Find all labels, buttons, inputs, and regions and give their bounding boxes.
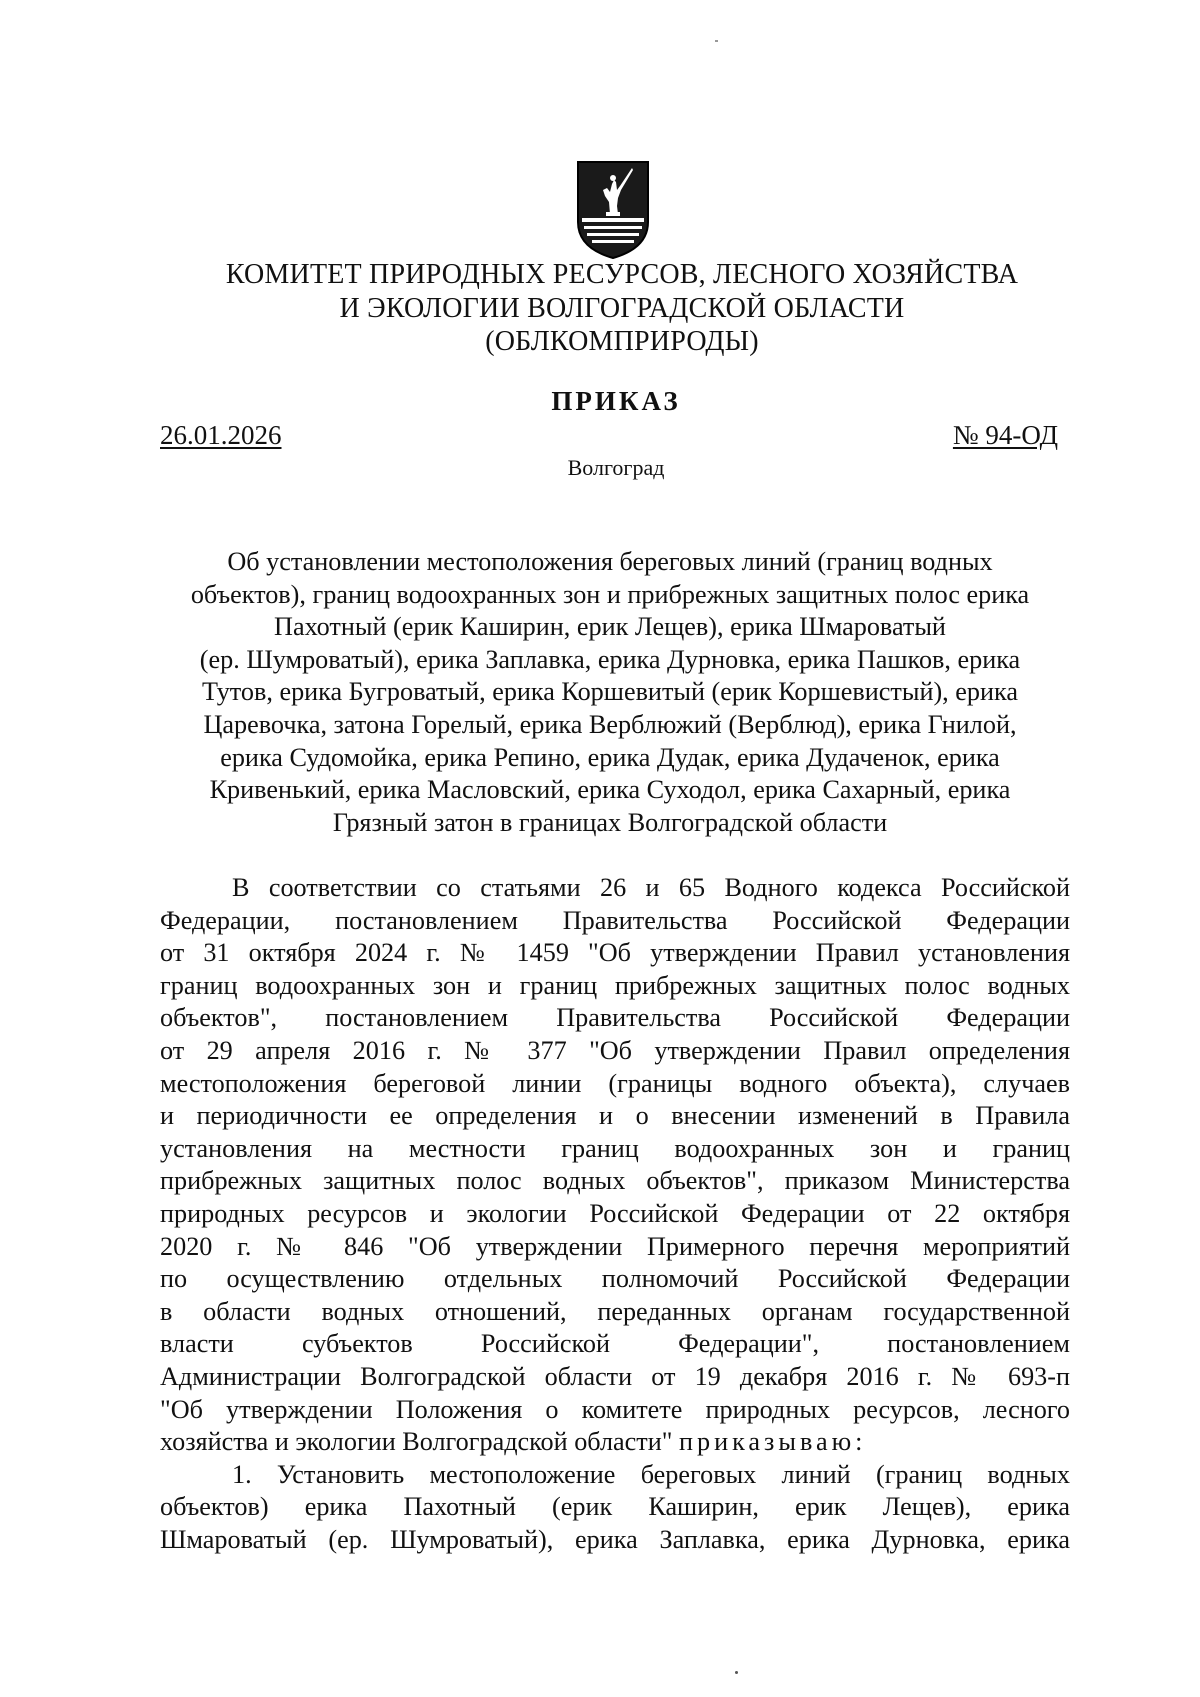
- subject-line: Тутов, ерика Бугроватый, ерика Коршевитый (ерик Коршевистый), ерика: [202, 677, 1018, 707]
- body-line: "Об утверждении Положения о комитете природных ресурсов, лесного: [160, 1394, 1070, 1424]
- subject-line: объектов), границ водоохранных зон и прибрежных защитных полос ерика: [190, 579, 1030, 609]
- document-body: [160, 872, 1070, 1556]
- body-line: местоположения береговой линии (границы водного объекта), случаев: [160, 1068, 1070, 1098]
- subject-line: Пахотный (ерик Каширин, ерик Лещев), ерика Шмароватый: [274, 612, 946, 642]
- subject-line: Кривенький, ерика Масловский, ерика Суходол, ерика Сахарный, ерика: [209, 775, 1011, 805]
- document-subject: [160, 546, 1060, 839]
- body-line: по осуществлению отдельных полномочий Российской Федерации: [160, 1264, 1070, 1294]
- subject-line: ерика Судомойка, ерика Репино, ерика Дудак, ерика Дудаченок, ерика: [220, 742, 1000, 772]
- body-line-ordering: [160, 1426, 1070, 1459]
- body-line: прибрежных защитных полос водных объектов", приказом Министерства: [160, 1166, 1070, 1196]
- body-line: Федерации, постановлением Правительства Российской Федерации: [160, 905, 1070, 935]
- body-line: природных ресурсов и экологии Российской Федерации от 22 октября: [160, 1198, 1070, 1228]
- body-line: границ водоохранных зон и границ прибрежных защитных полос водных: [160, 970, 1070, 1000]
- org-name-line-1: КОМИТЕТ ПРИРОДНЫХ РЕСУРСОВ, ЛЕСНОГО ХОЗЯЙСТВА: [225, 259, 1019, 290]
- subject-line: Царевочка, затона Горелый, ерика Верблюжий (Верблюд), ерика Гнилой,: [203, 709, 1017, 739]
- document-number: № 94-ОД: [952, 420, 1058, 450]
- body-line: Шмароватый (ер. Шумроватый), ерика Заплавка, ерика Дурновка, ерика: [160, 1524, 1070, 1554]
- document-city: Волгоград: [567, 455, 665, 480]
- body-line: объектов", постановлением Правительства Российской Федерации: [160, 1003, 1070, 1033]
- emblem-icon: [576, 160, 650, 260]
- body-line: от 29 апреля 2016 г. № 377 "Об утверждении Правил определения: [160, 1035, 1070, 1065]
- body-line: и периодичности ее определения и о внесении изменений в Правила: [160, 1101, 1070, 1131]
- body-line: власти субъектов Российской Федерации", постановлением: [160, 1329, 1070, 1359]
- body-line: от 31 октября 2024 г. № 1459 "Об утверждении Правил установления: [160, 938, 1070, 968]
- body-line-text: хозяйства и экологии Волгоградской области": [160, 1427, 673, 1457]
- body-line: в области водных отношений, переданных органам государственной: [160, 1296, 1070, 1326]
- ordering-word: приказываю:: [678, 1427, 867, 1457]
- document-type: ПРИКАЗ: [551, 386, 681, 416]
- subject-line: Грязный затон в границах Волгоградской области: [332, 807, 888, 837]
- org-name-line-2: И ЭКОЛОГИИ ВОЛГОГРАДСКОЙ ОБЛАСТИ: [339, 293, 905, 324]
- body-line: объектов) ерика Пахотный (ерик Каширин, ерик Лещев), ерика: [160, 1492, 1070, 1522]
- body-line: В соответствии со статьями 26 и 65 Водного кодекса Российской: [232, 873, 1070, 902]
- org-short-name: (ОБЛКОМПРИРОДЫ): [485, 326, 759, 357]
- subject-line: (ер. Шумроватый), ерика Заплавка, ерика Дурновка, ерика Пашков, ерика: [199, 644, 1021, 674]
- document-date: 26.01.2026: [160, 420, 282, 450]
- body-line: 1. Установить местоположение береговых линий (границ водных: [232, 1459, 1070, 1489]
- body-line: установления на местности границ водоохранных зон и границ: [160, 1133, 1070, 1163]
- subject-line: Об установлении местоположения береговых линий (границ водных: [227, 547, 993, 576]
- scan-mark: [735, 1671, 738, 1674]
- scan-mark: [715, 40, 718, 42]
- body-line: 2020 г. № 846 "Об утверждении Примерного перечня мероприятий: [160, 1231, 1070, 1261]
- body-line: Администрации Волгоградской области от 19 декабря 2016 г. № 693-п: [160, 1361, 1070, 1391]
